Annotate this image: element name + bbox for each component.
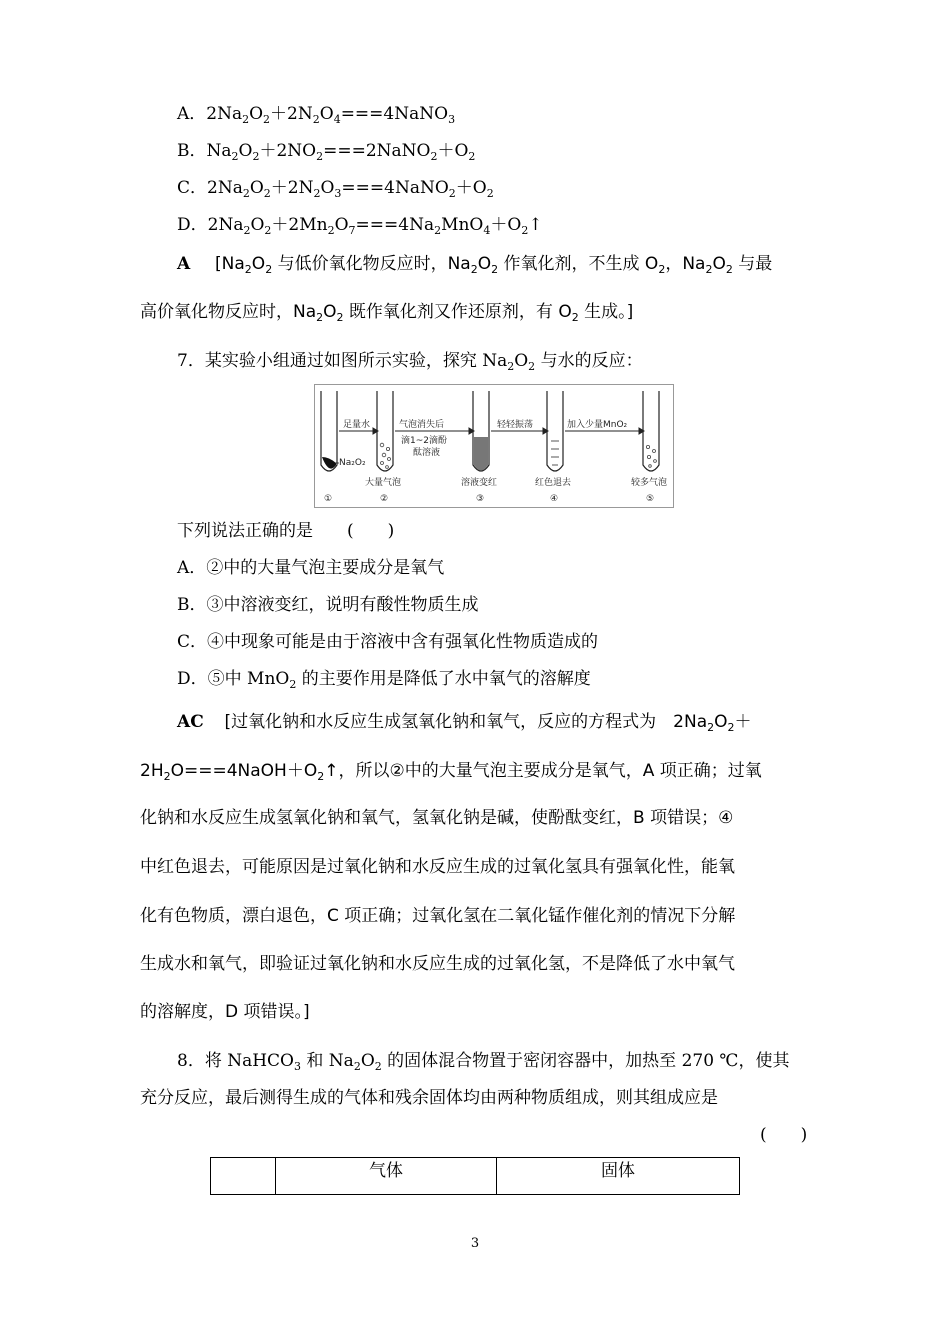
tube-number-4: ④ [550,494,559,504]
tube-number-3: ③ [476,494,485,504]
q6-option-a: A．$2Na_2O_2+2N_2O_4===4NaNO_3$ [177,104,456,126]
caption-tube-2: 大量气泡 [365,478,402,488]
q7-explanation-line4: 中红色退去，可能原因是过氧化钠和水反应生成的过氧化氢具有强氧化性，能氧 [140,857,735,877]
q7-explanation-line6: 生成水和氧气，即验证过氧化钠和水反应生成的过氧化氢，不是降低了水中氧气 [140,954,735,974]
q6-answer-letter: A [177,254,191,274]
q7-answer [177,711,752,733]
table-header-solid: 固体 [497,1158,740,1195]
q7-option-d: D．⑤中 MnO$_2$ 的主要作用是降低了水中氧气的溶解度 [177,669,591,691]
q7-explanation-line7: 的溶解度，D 项错误。] [140,1002,310,1022]
q7-answer-letter: AC [177,712,204,732]
page-number: 3 [470,1236,480,1251]
q7-explanation-line5: 化有色物质，漂白退色，C 项正确；过氧化氢在二氧化锰作催化剂的情况下分解 [140,906,736,926]
table-header-gas: 气体 [276,1158,497,1195]
q7-option-c: C．④中现象可能是由于溶液中含有强氧化性物质造成的 [177,632,599,652]
q7-stem: 7．某实验小组通过如图所示实验，探究 $Na_2O_2$ 与水的反应： [177,351,643,373]
arrow-label-add-mno2: 加入少量MnO₂ [567,420,628,430]
tube-number-5: ⑤ [646,494,655,504]
q7-explanation-line2: $2H_2O===4NaOH+O_2↑$，所以②中的大量气泡主要成分是氧气，A 项正确；过氧 [140,761,762,783]
reagent-label: Na₂O₂ [339,458,366,468]
q8-answer-bracket: ( ) [760,1125,808,1145]
q8-stem-line2: 充分反应，最后测得生成的气体和残余固体均由两种物质组成，则其组成应是 [140,1088,718,1108]
tube-number-2: ② [380,494,389,504]
arrow-label-drops: 滴1~2滴酚 [401,436,447,446]
q6-explanation-line1: [$Na_2O_2$ 与低价氧化物反应时，$Na_2O_2$ 作氧化剂，不生成 $O_2$，$Na_2O_2$ 与最 [215,254,773,276]
q7-prompt: 下列说法正确的是 ( ) [177,521,395,541]
q8-answer-table [210,1157,740,1195]
caption-tube-3: 溶液变红 [461,478,498,488]
table-row [211,1158,740,1195]
q6-option-c: C．$2Na_2O_2+2N_2O_3===4NaNO_2+O_2$ [177,178,494,200]
tube-number-1: ① [324,494,333,504]
caption-tube-5: 较多气泡 [631,478,668,488]
arrow-label-after-bubbles: 气泡消失后 [399,420,445,430]
arrow-label-phenolphthalein: 酞溶液 [413,448,441,458]
q6-answer [177,253,772,275]
q7-option-a: A．②中的大量气泡主要成分是氧气 [177,558,445,578]
q8-stem-line1: 8．将 NaHCO$_3$ 和 $Na_2O_2$ 的固体混合物置于密闭容器中，加热至 270 ℃，使其 [177,1051,790,1073]
caption-tube-4: 红色退去 [535,478,572,488]
arrow-label-shake: 轻轻振荡 [497,420,534,430]
q6-explanation-line2: 高价氧化物反应时，$Na_2O_2$ 既作氧化剂又作还原剂，有 $O_2$ 生成。] [140,302,634,324]
table-header-blank [211,1158,276,1195]
arrow-label-water: 足量水 [343,420,371,430]
q7-option-b: B．③中溶液变红，说明有酸性物质生成 [177,595,479,615]
q6-option-b: B．$Na_2O_2+2NO_2===2NaNO_2+O_2$ [177,141,476,163]
q6-option-d: D．$2Na_2O_2+2Mn_2O_7===4Na_2MnO_4+O_2↑$ [177,215,543,237]
q7-explanation-line3: 化钠和水反应生成氢氧化钠和氧气，氢氧化钠是碱，使酚酞变红，B 项错误；④ [140,808,734,828]
q7-explanation-line1: [过氧化钠和水反应生成氢氧化钠和氧气，反应的方程式为 $2Na_2O_2+$ [224,712,752,734]
experiment-figure [314,384,674,508]
